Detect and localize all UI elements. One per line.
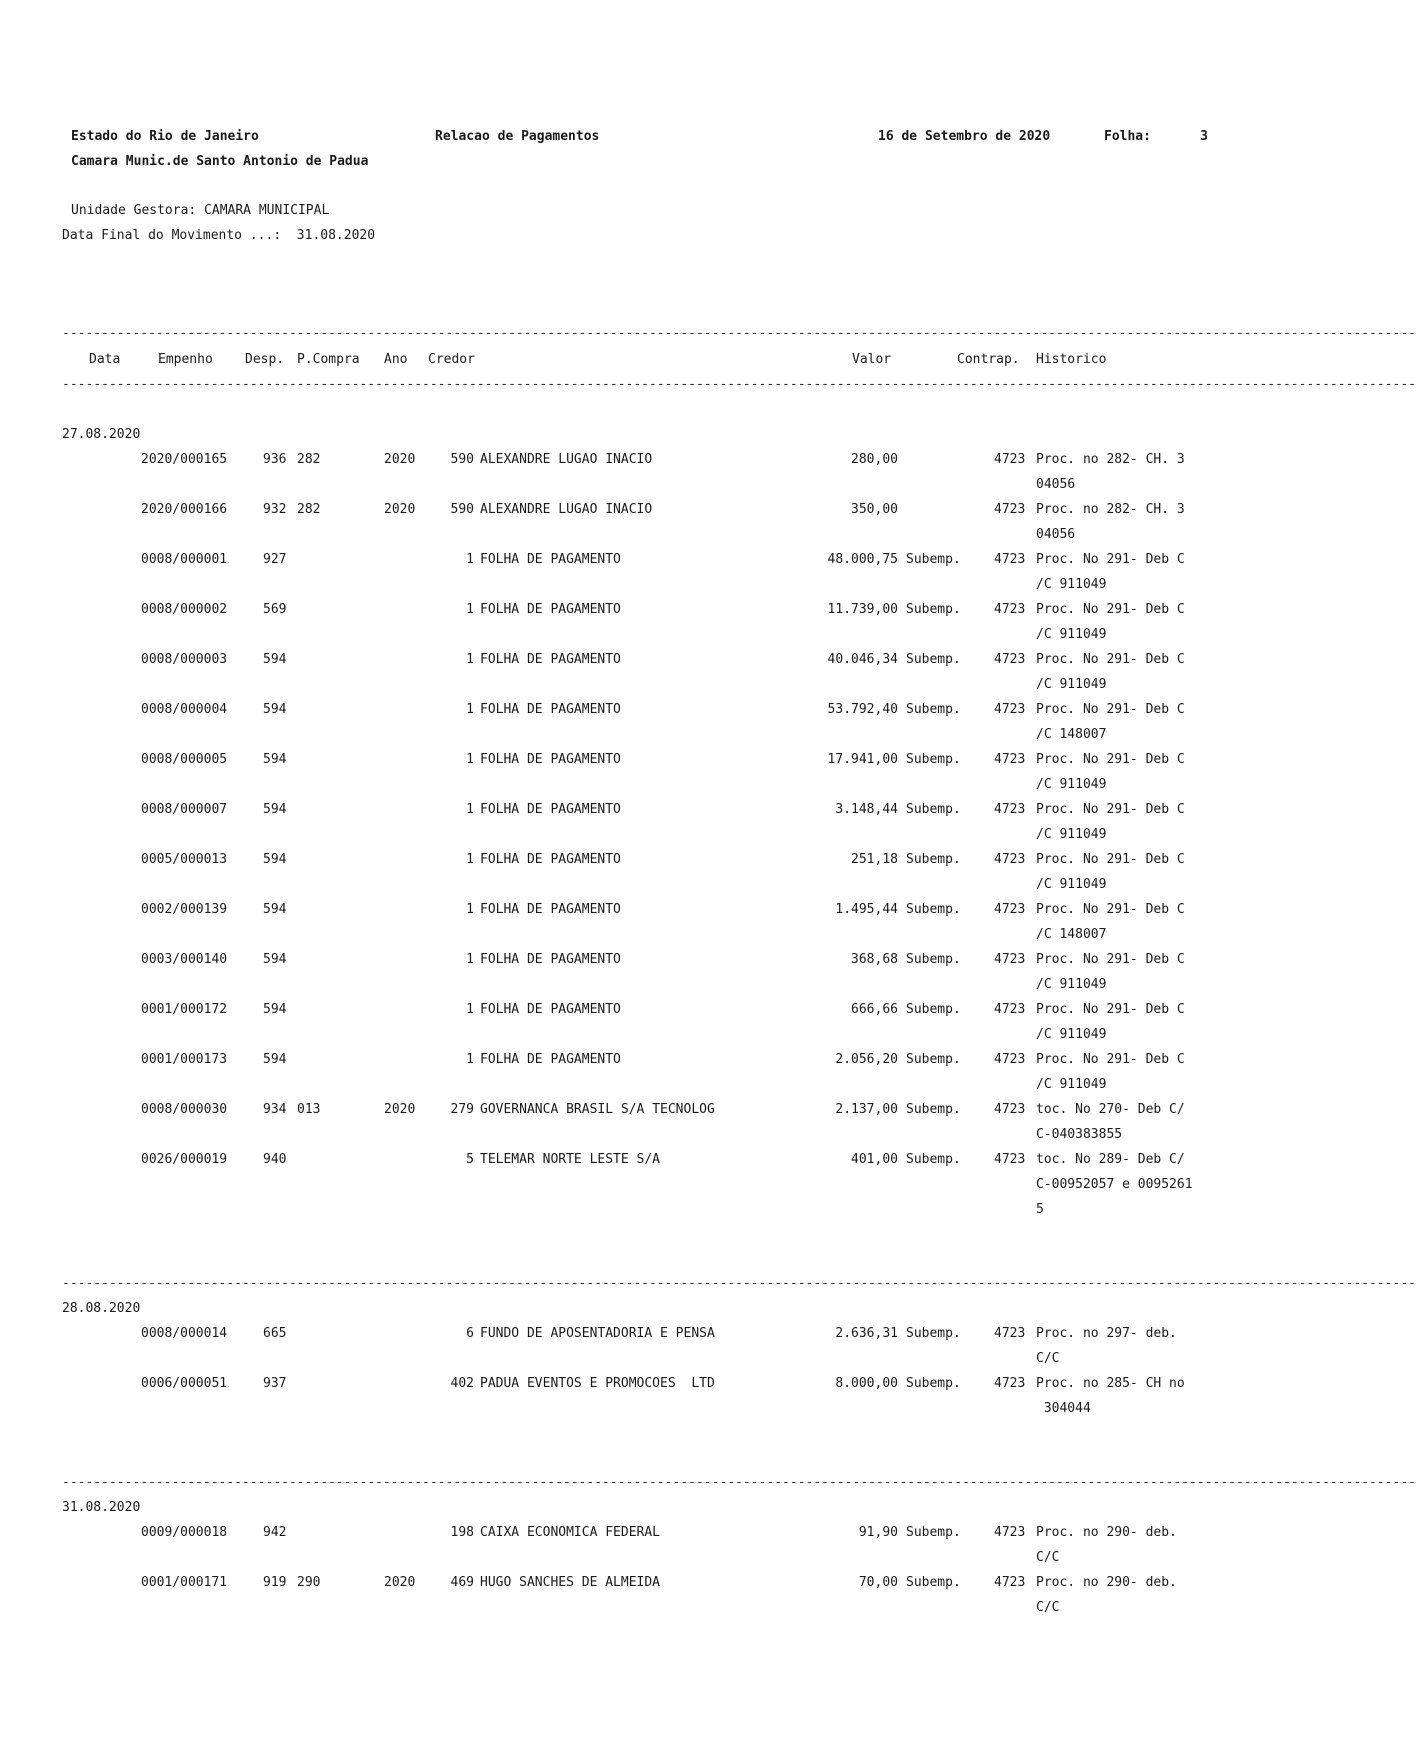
cell-historico: Proc. No 291- Deb C	[1036, 552, 1185, 567]
header-rule-bottom: -----------------------------------------------------------------------------------------------------------------------------------------------------------------------------	[62, 377, 1416, 392]
cell-historico: Proc. No 291- Deb C	[1036, 1002, 1185, 1017]
cell-credor: FOLHA DE PAGAMENTO	[480, 1002, 621, 1017]
cell-empenho: 0008/000004	[141, 702, 228, 717]
cell-historico-cont: /C 911049	[1036, 677, 1107, 692]
cell-credor: FOLHA DE PAGAMENTO	[480, 852, 621, 867]
cell-valor: 48.000,75	[827, 552, 898, 567]
group-date: 28.08.2020	[62, 1301, 141, 1316]
cell-creditor-code: 590	[450, 452, 474, 467]
cell-desp: 594	[263, 802, 287, 817]
cell-subemp: Subemp.	[906, 552, 961, 567]
cell-desp: 919	[263, 1575, 287, 1590]
cell-credor: ALEXANDRE LUGAO INACIO	[480, 502, 653, 517]
cell-creditor-code: 1	[466, 1052, 474, 1067]
cell-historico: Proc. No 291- Deb C	[1036, 602, 1185, 617]
cell-historico-cont: /C 911049	[1036, 777, 1107, 792]
cell-ano: 2020	[384, 452, 416, 467]
group-date: 27.08.2020	[62, 427, 141, 442]
cell-subemp: Subemp.	[906, 1102, 961, 1117]
cell-empenho: 0008/000030	[141, 1102, 228, 1117]
cell-credor: GOVERNANCA BRASIL S/A TECNOLOG	[480, 1102, 715, 1117]
cell-historico-cont: 5	[1036, 1202, 1044, 1217]
col-valor: Valor	[852, 352, 892, 367]
cell-contrap: 4723	[994, 1525, 1026, 1540]
cell-empenho: 0002/000139	[141, 902, 228, 917]
cell-desp: 942	[263, 1525, 287, 1540]
group-date: 31.08.2020	[62, 1500, 141, 1515]
sheet-number: 3	[1200, 129, 1208, 144]
cell-valor: 3.148,44	[835, 802, 898, 817]
cell-creditor-code: 402	[450, 1376, 474, 1391]
cell-empenho: 0008/000014	[141, 1326, 228, 1341]
cell-empenho: 0008/000007	[141, 802, 228, 817]
report-date: 16 de Setembro de 2020	[878, 129, 1051, 144]
cell-credor: FOLHA DE PAGAMENTO	[480, 552, 621, 567]
cell-credor: FOLHA DE PAGAMENTO	[480, 602, 621, 617]
cell-contrap: 4723	[994, 752, 1026, 767]
cell-historico-cont: 04056	[1036, 527, 1076, 542]
cell-credor: FOLHA DE PAGAMENTO	[480, 1052, 621, 1067]
cell-contrap: 4723	[994, 1326, 1026, 1341]
cell-subemp: Subemp.	[906, 952, 961, 967]
cell-desp: 594	[263, 652, 287, 667]
cell-historico-cont: /C 911049	[1036, 1027, 1107, 1042]
cell-historico: Proc. No 291- Deb C	[1036, 652, 1185, 667]
col-pcompra: P.Compra	[297, 352, 360, 367]
cell-historico: Proc. No 291- Deb C	[1036, 852, 1185, 867]
cell-valor: 8.000,00	[835, 1376, 898, 1391]
cell-subemp: Subemp.	[906, 1152, 961, 1167]
cell-valor: 2.056,20	[835, 1052, 898, 1067]
cell-historico-cont: /C 911049	[1036, 627, 1107, 642]
cell-empenho: 0001/000173	[141, 1052, 228, 1067]
cell-credor: FOLHA DE PAGAMENTO	[480, 702, 621, 717]
cell-historico-cont: C/C	[1036, 1600, 1060, 1615]
cell-desp: 665	[263, 1326, 287, 1341]
cell-historico-cont: /C 911049	[1036, 1077, 1107, 1092]
cell-pcompra: 013	[297, 1102, 321, 1117]
cell-valor: 1.495,44	[835, 902, 898, 917]
cell-credor: PADUA EVENTOS E PROMOCOES LTD	[480, 1376, 715, 1391]
cell-creditor-code: 1	[466, 902, 474, 917]
cell-creditor-code: 1	[466, 1002, 474, 1017]
cell-creditor-code: 469	[450, 1575, 474, 1590]
cell-historico-cont: 04056	[1036, 477, 1076, 492]
cell-creditor-code: 5	[466, 1152, 474, 1167]
cell-desp: 940	[263, 1152, 287, 1167]
cell-creditor-code: 1	[466, 752, 474, 767]
cell-subemp: Subemp.	[906, 652, 961, 667]
cell-contrap: 4723	[994, 602, 1026, 617]
cell-desp: 594	[263, 1002, 287, 1017]
cell-empenho: 0005/000013	[141, 852, 228, 867]
cell-contrap: 4723	[994, 1002, 1026, 1017]
cell-valor: 53.792,40	[827, 702, 898, 717]
cell-contrap: 4723	[994, 1102, 1026, 1117]
cell-empenho: 0003/000140	[141, 952, 228, 967]
cell-subemp: Subemp.	[906, 602, 961, 617]
cell-desp: 569	[263, 602, 287, 617]
cell-historico-cont: /C 148007	[1036, 927, 1107, 942]
cell-valor: 280,00	[851, 452, 898, 467]
cell-creditor-code: 590	[450, 502, 474, 517]
cell-creditor-code: 1	[466, 552, 474, 567]
cell-historico: Proc. no 290- deb.	[1036, 1525, 1177, 1540]
cell-subemp: Subemp.	[906, 1002, 961, 1017]
cell-credor: FOLHA DE PAGAMENTO	[480, 802, 621, 817]
cell-valor: 401,00	[851, 1152, 898, 1167]
cell-creditor-code: 198	[450, 1525, 474, 1540]
cell-ano: 2020	[384, 1102, 416, 1117]
cell-desp: 594	[263, 852, 287, 867]
cell-desp: 927	[263, 552, 287, 567]
cell-empenho: 0001/000171	[141, 1575, 228, 1590]
cell-subemp: Subemp.	[906, 902, 961, 917]
cell-desp: 934	[263, 1102, 287, 1117]
cell-contrap: 4723	[994, 852, 1026, 867]
cell-credor: CAIXA ECONOMICA FEDERAL	[480, 1525, 661, 1540]
cell-credor: FOLHA DE PAGAMENTO	[480, 752, 621, 767]
cell-historico-cont: C-00952057 e 0095261	[1036, 1177, 1193, 1192]
cell-historico: Proc. No 291- Deb C	[1036, 952, 1185, 967]
cell-desp: 594	[263, 902, 287, 917]
cell-subemp: Subemp.	[906, 1575, 961, 1590]
sheet-label: Folha:	[1104, 129, 1151, 144]
cell-historico-cont: C/C	[1036, 1351, 1060, 1366]
cell-valor: 2.137,00	[835, 1102, 898, 1117]
cell-desp: 936	[263, 452, 287, 467]
col-contrap: Contrap.	[957, 352, 1020, 367]
cell-credor: TELEMAR NORTE LESTE S/A	[480, 1152, 661, 1167]
cell-historico: Proc. No 291- Deb C	[1036, 752, 1185, 767]
cell-pcompra: 282	[297, 452, 321, 467]
cell-historico: toc. No 289- Deb C/	[1036, 1152, 1185, 1167]
cell-creditor-code: 1	[466, 852, 474, 867]
group-divider: -----------------------------------------------------------------------------------------------------------------------------------------------------------------------------	[62, 1276, 1416, 1291]
cell-contrap: 4723	[994, 1152, 1026, 1167]
cell-empenho: 0026/000019	[141, 1152, 228, 1167]
header-rule-top: -----------------------------------------------------------------------------------------------------------------------------------------------------------------------------	[62, 326, 1416, 341]
cell-subemp: Subemp.	[906, 702, 961, 717]
cell-contrap: 4723	[994, 502, 1026, 517]
cell-empenho: 2020/000165	[141, 452, 228, 467]
cell-ano: 2020	[384, 502, 416, 517]
cell-historico-cont: /C 911049	[1036, 577, 1107, 592]
cell-contrap: 4723	[994, 702, 1026, 717]
col-desp: Desp.	[245, 352, 285, 367]
cell-credor: FOLHA DE PAGAMENTO	[480, 952, 621, 967]
cell-historico-cont: /C 911049	[1036, 977, 1107, 992]
cell-contrap: 4723	[994, 902, 1026, 917]
cell-desp: 932	[263, 502, 287, 517]
cell-historico: Proc. No 291- Deb C	[1036, 702, 1185, 717]
cell-creditor-code: 279	[450, 1102, 474, 1117]
cell-valor: 368,68	[851, 952, 898, 967]
cell-valor: 40.046,34	[827, 652, 898, 667]
cell-historico: toc. No 270- Deb C/	[1036, 1102, 1185, 1117]
cell-empenho: 0006/000051	[141, 1376, 228, 1391]
cell-empenho: 0008/000003	[141, 652, 228, 667]
group-divider: -----------------------------------------------------------------------------------------------------------------------------------------------------------------------------	[62, 1475, 1416, 1490]
col-ano: Ano	[384, 352, 408, 367]
cell-desp: 594	[263, 952, 287, 967]
report-title: Relacao de Pagamentos	[435, 129, 600, 144]
cell-historico-cont: C-040383855	[1036, 1127, 1123, 1142]
cell-subemp: Subemp.	[906, 1376, 961, 1391]
cell-contrap: 4723	[994, 1575, 1026, 1590]
cell-contrap: 4723	[994, 802, 1026, 817]
state-name: Estado do Rio de Janeiro	[71, 129, 259, 144]
cell-historico: Proc. no 285- CH no	[1036, 1376, 1185, 1391]
cell-valor: 11.739,00	[827, 602, 898, 617]
cell-subemp: Subemp.	[906, 752, 961, 767]
cell-subemp: Subemp.	[906, 802, 961, 817]
col-historico: Historico	[1036, 352, 1107, 367]
cell-creditor-code: 1	[466, 652, 474, 667]
cell-pcompra: 282	[297, 502, 321, 517]
cell-subemp: Subemp.	[906, 852, 961, 867]
cell-subemp: Subemp.	[906, 1326, 961, 1341]
cell-historico: Proc. no 290- deb.	[1036, 1575, 1177, 1590]
cell-historico: Proc. no 282- CH. 3	[1036, 452, 1185, 467]
organization-name: Camara Munic.de Santo Antonio de Padua	[71, 154, 369, 169]
managing-unit: Unidade Gestora: CAMARA MUNICIPAL	[71, 203, 330, 218]
cell-credor: HUGO SANCHES DE ALMEIDA	[480, 1575, 661, 1590]
cell-historico: Proc. no 297- deb.	[1036, 1326, 1177, 1341]
cell-desp: 937	[263, 1376, 287, 1391]
cell-subemp: Subemp.	[906, 1525, 961, 1540]
cell-creditor-code: 1	[466, 602, 474, 617]
cell-valor: 70,00	[858, 1575, 898, 1590]
cell-valor: 2.636,31	[835, 1326, 898, 1341]
cell-creditor-code: 1	[466, 702, 474, 717]
col-data: Data	[89, 352, 121, 367]
cell-creditor-code: 6	[466, 1326, 474, 1341]
cell-empenho: 0008/000005	[141, 752, 228, 767]
cell-contrap: 4723	[994, 952, 1026, 967]
cell-historico: Proc. No 291- Deb C	[1036, 802, 1185, 817]
cell-ano: 2020	[384, 1575, 416, 1590]
cell-contrap: 4723	[994, 1052, 1026, 1067]
cell-valor: 350,00	[851, 502, 898, 517]
cell-valor: 17.941,00	[827, 752, 898, 767]
cell-empenho: 0008/000001	[141, 552, 228, 567]
cell-historico-cont: /C 911049	[1036, 827, 1107, 842]
cell-contrap: 4723	[994, 1376, 1026, 1391]
cell-contrap: 4723	[994, 652, 1026, 667]
cell-historico-cont: /C 911049	[1036, 877, 1107, 892]
cell-desp: 594	[263, 702, 287, 717]
cell-empenho: 2020/000166	[141, 502, 228, 517]
cell-subemp: Subemp.	[906, 1052, 961, 1067]
cell-credor: ALEXANDRE LUGAO INACIO	[480, 452, 653, 467]
movement-end-date: Data Final do Movimento ...: 31.08.2020	[62, 228, 376, 243]
cell-historico-cont: C/C	[1036, 1550, 1060, 1565]
cell-creditor-code: 1	[466, 802, 474, 817]
cell-credor: FUNDO DE APOSENTADORIA E PENSA	[480, 1326, 715, 1341]
cell-historico-cont: /C 148007	[1036, 727, 1107, 742]
cell-contrap: 4723	[994, 552, 1026, 567]
cell-valor: 666,66	[851, 1002, 898, 1017]
cell-desp: 594	[263, 752, 287, 767]
cell-empenho: 0008/000002	[141, 602, 228, 617]
cell-historico: Proc. No 291- Deb C	[1036, 902, 1185, 917]
cell-empenho: 0009/000018	[141, 1525, 228, 1540]
cell-valor: 91,90	[858, 1525, 898, 1540]
cell-credor: FOLHA DE PAGAMENTO	[480, 902, 621, 917]
cell-credor: FOLHA DE PAGAMENTO	[480, 652, 621, 667]
cell-desp: 594	[263, 1052, 287, 1067]
col-credor: Credor	[428, 352, 475, 367]
cell-empenho: 0001/000172	[141, 1002, 228, 1017]
col-empenho: Empenho	[158, 352, 213, 367]
cell-pcompra: 290	[297, 1575, 321, 1590]
cell-historico: Proc. no 282- CH. 3	[1036, 502, 1185, 517]
cell-historico-cont: 304044	[1036, 1401, 1091, 1416]
cell-contrap: 4723	[994, 452, 1026, 467]
cell-creditor-code: 1	[466, 952, 474, 967]
cell-valor: 251,18	[851, 852, 898, 867]
cell-historico: Proc. No 291- Deb C	[1036, 1052, 1185, 1067]
